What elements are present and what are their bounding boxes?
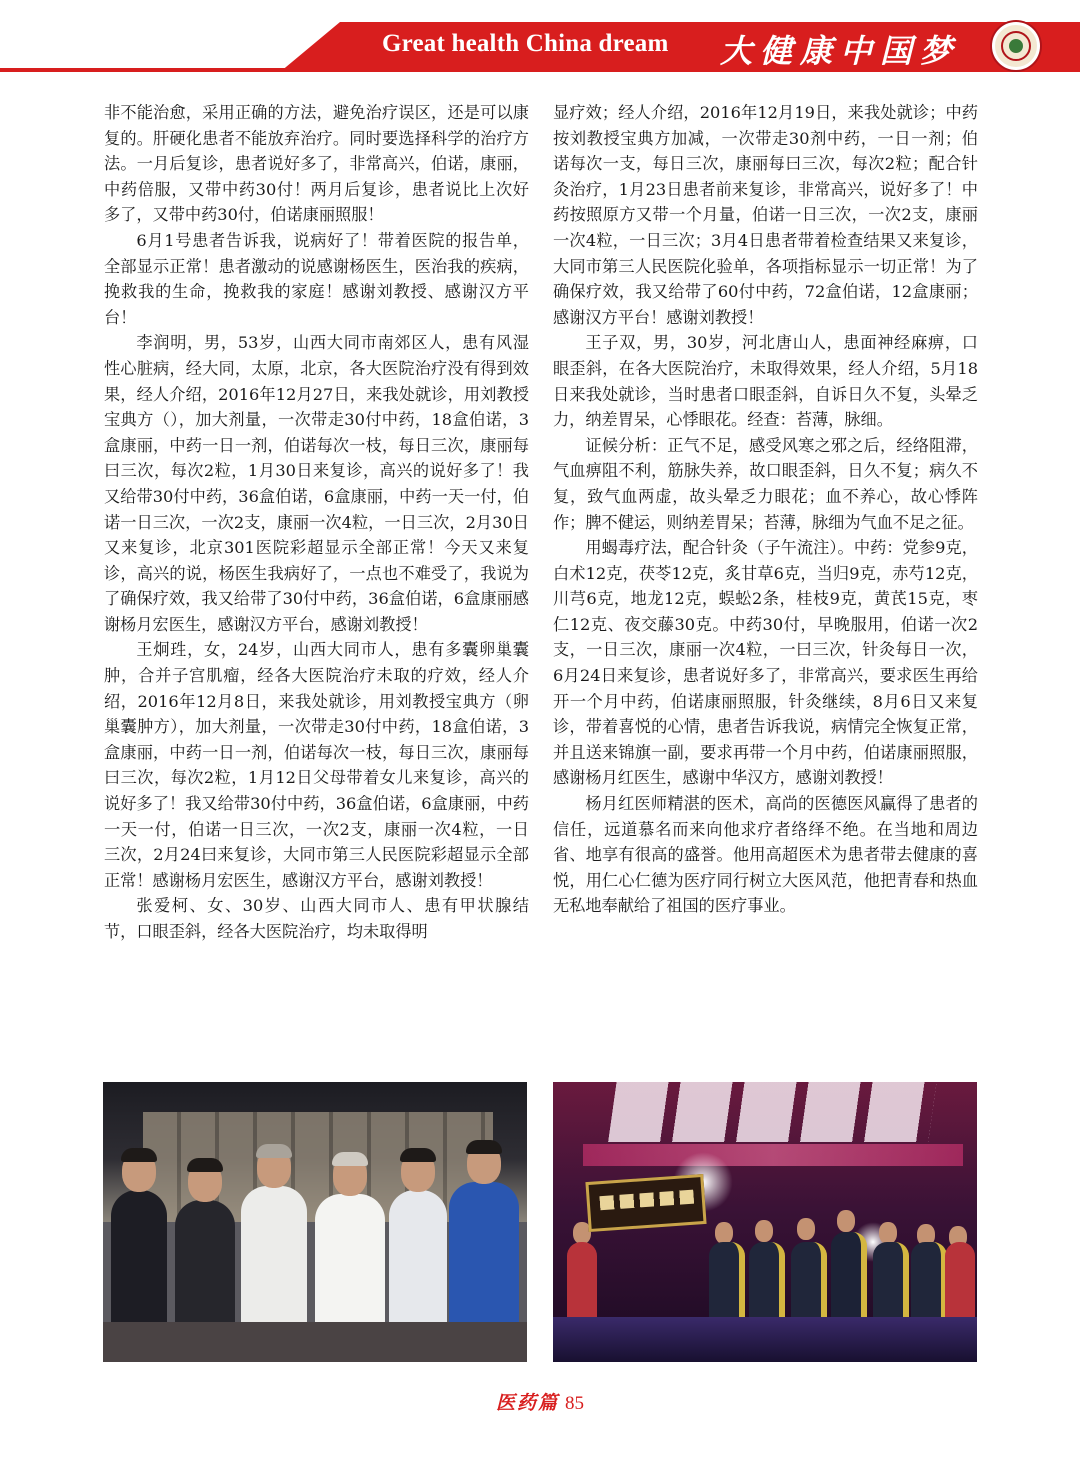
paragraph: 李润明，男，53岁，山西大同市南郊区人，患有风湿性心脏病，经大同，太原，北京，各大医院治疗没有得到效果，经人介绍，2016年12月27日，来我处就诊，用刘教授宝典方（），加大剂量，一次带走30付中药，18盒伯诺，3盒康丽，中药一日一剂，伯诺每次一枝，每日三次，康丽每曰三次，每次2粒，1月30日来复诊，高兴的说好多了！我又给带30付中药，36盒伯诺，6盒康丽，中药一天一付，伯诺一日三次，一次2支，康丽一次4粒，一日三次，2月30日又来复诊，北京301医院彩超显示全部正常！今天又来复诊，高兴的说，杨医生我病好了，一点也不难受了，我说为了确保疗效，我又给带了30付中药，36盒伯诺，6盒康丽感谢杨月宏医生，感谢汉方平台，感谢刘教授！: [104, 333, 529, 634]
header-title-en: Great health China dream: [382, 30, 669, 57]
article-column-left: [104, 100, 529, 945]
paragraph: 证候分析：正气不足，感受风寒之邪之后，经络阻滞，气血痹阻不利，筋脉失养，故口眼歪斜，日久不复；病久不复，致气血两虚，故头晕乏力眼花；血不养心，故心悸阵作；脾不健运，则纳差胃呆；苔薄，脉细为气血不足之征。: [553, 435, 978, 532]
award-ceremony-photo: [553, 1082, 977, 1362]
paragraph: 王子双，男，30岁，河北唐山人，患面神经麻痹，口眼歪斜，在各大医院治疗，未取得效果，经人介绍，5月18日来我处就诊，当时患者口眼歪斜，自诉日久不复，头晕乏力，纳差胃呆，心悸眼花。经查：苔薄，脉细。: [553, 333, 978, 430]
award-plaque: [585, 1174, 706, 1232]
section-name: 医药篇: [495, 1392, 559, 1414]
page-footer: [0, 1388, 1080, 1415]
paragraph: 6月1号患者告诉我，说病好了！带着医院的报告单，全部显示正常！患者激动的说感谢杨医生，医治我的疾病，挽救我的生命，挽救我的家庭！感谢刘教授、感谢汉方平台！: [104, 230, 529, 327]
magazine-emblem-icon: [992, 22, 1040, 70]
paragraph: 张爱柯、女、30岁、山西大同市人、患有甲状腺结节，口眼歪斜，经各大医院治疗，均未取得明: [104, 896, 529, 941]
paragraph: 用蝎毒疗法，配合针灸（子午流注）。中药：党参9克，白术12克，茯苓12克，炙甘草6克，当归9克，赤芍12克，川芎6克，地龙12克，蜈蚣2条，桂枝9克，黄芪15克，枣仁12克、夜交藤30克。中药30付，早晚服用，伯诺一次2支，一日三次，康丽一次4粒，一曰三次，针灸每日一次，6月24日来复诊，患者说好多了，非常高兴，要求医生再给开一个月中药，伯诺康丽照服，针灸继续，8月6日又来复诊，带着喜悦的心情，患者告诉我说，病情完全恢复正常，并且送来锦旗一副，要求再带一个月中药，伯诺康丽照服，感谢杨月红医生，感谢中华汉方，感谢刘教授！: [553, 538, 978, 788]
paragraph: 非不能治愈，采用正确的方法，避免治疗误区，还是可以康复的。肝硬化患者不能放弃治疗。同时要选择科学的治疗方法。一月后复诊，患者说好多了，非常高兴，伯诺，康丽，中药倍服，又带中药30付！两月后复诊，患者说比上次好多了，又带中药30付，伯诺康丽照服！: [104, 103, 529, 225]
paragraph: 显疗效；经人介绍，2016年12月19日，来我处就诊；中药按刘教授宝典方加减，一次带走30剂中药，一日一剂；伯诺每次一支，每日三次，康丽每曰三次，每次2粒；配合针灸治疗，1月23日患者前来复诊，非常高兴，说好多了！中药按照原方又带一个月量，伯诺一日三次，一次2支，康丽一次4粒，一日三次；3月4日患者带着检查结果又来复诊，大同市第三人民医院化验单，各项指标显示一切正常！为了确保疗效，我又给带了60付中药，72盒伯诺，12盒康丽；感谢汉方平台！感谢刘教授！: [553, 103, 978, 327]
paragraph: 王炯珄，女，24岁，山西大同市人，患有多囊卵巢囊肿，合并子宫肌瘤，经各大医院治疗未取的疗效，经人介绍，2016年12月8日，来我处就诊，用刘教授宝典方（卵巢囊肿方），加大剂量，一次带走30付中药，18盒伯诺，3盒康丽，中药一日一剂，伯诺每次一枝，每日三次，康丽每曰三次，每次2粒，1月12日父母带着女儿来复诊，高兴的说好多了！我又给带30付中药，36盒伯诺，6盒康丽，中药一天一付，伯诺一日三次，一次2支，康丽一次4粒，一日三次，2月24曰来复诊，大同市第三人民医院彩超显示全部正常！感谢杨月宏医生，感谢汉方平台，感谢刘教授！: [104, 640, 529, 890]
paragraph: 杨月红医师精湛的医术，高尚的医德医风赢得了患者的信任，远道慕名而来向他求疗者络绎不绝。在当地和周边省、地享有很高的盛誉。他用高超医术为患者带去健康的喜悦，用仁心仁德为医疗同行树立大医风范，他把青春和热血无私地奉献给了祖国的医疗事业。: [553, 794, 978, 916]
article-column-right: [553, 100, 978, 919]
group-photo: [103, 1082, 527, 1362]
page-header: [0, 0, 1080, 80]
header-title-zh: 大健康中国梦: [720, 32, 961, 70]
page-number: 85: [565, 1393, 584, 1414]
